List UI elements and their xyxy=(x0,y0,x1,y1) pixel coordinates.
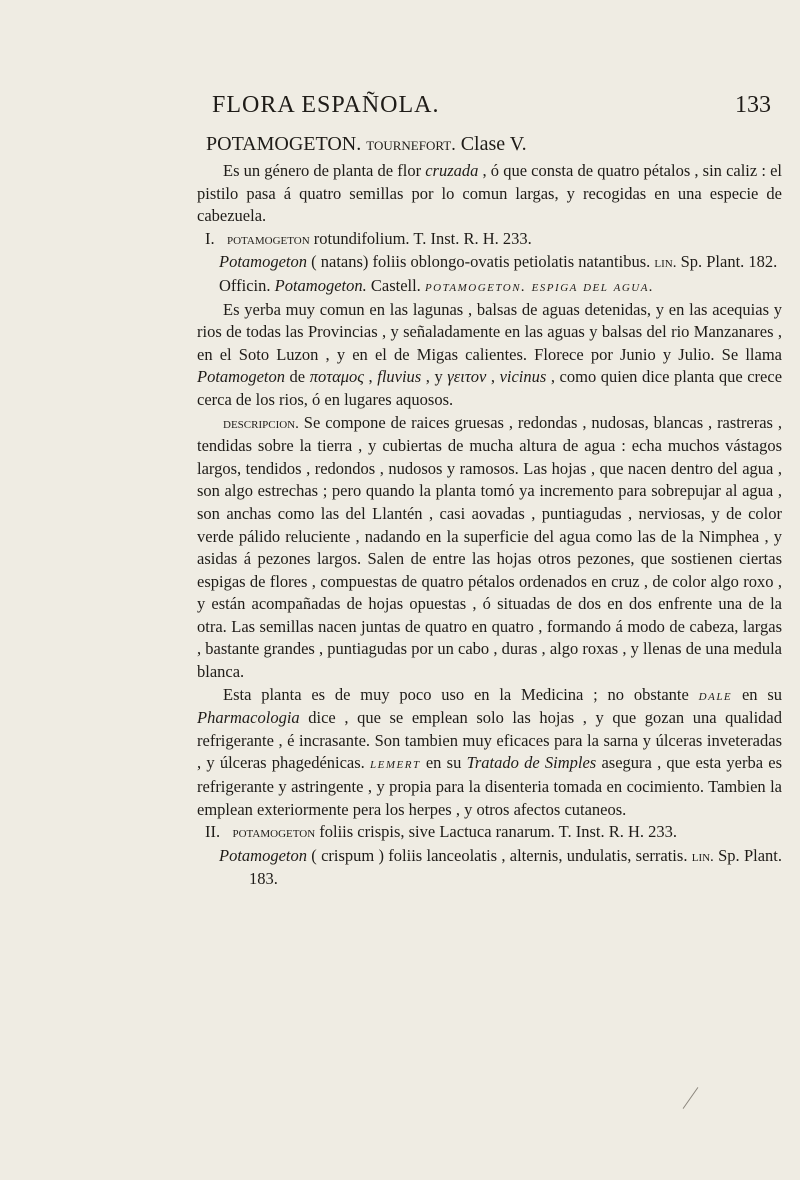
genus-authority: tournefort. xyxy=(366,134,456,154)
text-run: , xyxy=(486,367,500,387)
uses-paragraph xyxy=(197,684,782,822)
text-run-italic: Potamogeton xyxy=(197,367,285,387)
species-1-officinal xyxy=(197,275,782,299)
text-run: , xyxy=(364,367,378,387)
text-run: asegura , que esta yerba es refrigerante y astringente , y propia para la disenteria tomada en cocimiento. Tambien la emplean exteriormente pera los herpes , y otros afectos cutaneos. xyxy=(197,753,783,819)
species-name: foliis crispis, sive Lactuca ranarum. T. Inst. R. H. 233. xyxy=(315,822,677,842)
text-run: Castell. xyxy=(366,275,425,295)
author-name: lemert xyxy=(370,756,421,773)
species-name: rotundifolium. T. Inst. R. H. 233. xyxy=(309,228,532,248)
text-run: Sp. Plant. 182. xyxy=(676,252,778,272)
species-number: II. xyxy=(205,822,221,842)
text-run: Se compone de raices gruesas , redondas , nudosas, blancas , rastreras , tendidas sobre la tierra , y cubiertas de mucha altura de agua : echa muchos vástagos largos, tendidos , redondos , nudosos y ramosos. Las hojas , que nacen dentro del agua , son algo estrechas ; pero quando la planta tomó ya incremento para sobrepujar al agua , son anchas como las del Llantén , casi aovadas , puntiagudas , nerviosas, y de color verde pálido reluciente , nadando en la superficie del agua como las de la Nimphea , y asidas á pezones largos. Salen de entre las hojas otros pezones, que sostienen ciertas espigas de flores , compuestas de quatro pétalos ordenados en cruz , de color algo roxo , y están acompañadas de hojas opuestas , ó situadas de dos en dos enfrente una de la otra. Las semillas nacen juntas de quatro en quatro , formando á modo de cabeza, largas , bastante grandes , puntiagudas por un cabo , duras , algo roxas , y llenas de una medula blanca. xyxy=(197,412,782,682)
text-run: ( natans) foliis oblongo-ovatis petiolatis natantibus. xyxy=(307,252,655,272)
species-genus-tag: potamogeton xyxy=(227,231,310,248)
text-run: dice , que se emplean solo las hojas , y que gozan una qualidad refrigerante , é incrasante. Son tambien muy eficaces para la sarna y úlceras inveteradas , y úlceras phagedénicas. xyxy=(197,708,782,773)
text-run-italic: fluvius xyxy=(377,367,422,387)
text-run: en su xyxy=(732,684,783,704)
text-run-smallcaps: lin. xyxy=(691,848,714,865)
text-run: Es un género de planta de flor xyxy=(223,161,426,180)
genus-class: Clase V. xyxy=(460,133,527,155)
text-run-italic: Potamogeton xyxy=(219,845,307,865)
species-number: I. xyxy=(205,228,215,248)
species-genus-tag: potamogeton xyxy=(232,825,316,842)
species-2-linnaeus xyxy=(197,845,782,891)
body-text xyxy=(197,160,782,891)
author-name: dale xyxy=(698,687,733,704)
section-tag: descripcion. xyxy=(223,415,299,432)
genus-heading xyxy=(206,133,766,156)
habitat-paragraph xyxy=(197,299,782,412)
text-run: Officin. xyxy=(219,275,275,295)
description-paragraph xyxy=(197,412,782,684)
species-2-entry xyxy=(197,821,782,845)
genus-description xyxy=(197,160,782,228)
genus-name: POTAMOGETON. xyxy=(206,133,362,155)
text-run-italic: Pharmacologia xyxy=(197,708,300,728)
text-run-italic: vicinus xyxy=(499,367,547,387)
text-run: Es yerba muy comun en las lagunas , balsas de aguas detenidas, y en las acequias y rios de todas las Provincias , y señaladamente en las aguas y balsas del rio Manzanares , en el Soto Luzon , y en el de Migas calientes. Florece por Junio y Julio. Se llama xyxy=(197,299,782,364)
text-run-italic: Potamogeton xyxy=(219,252,307,272)
running-head: FLORA ESPAÑOLA. xyxy=(212,92,440,118)
text-run: Sp. Plant. 183. xyxy=(249,845,782,889)
text-run: , y xyxy=(421,367,448,387)
text-run-italic: cruzada xyxy=(425,161,479,180)
text-run: , ó que consta de quatro pétalos , sin caliz : el pistilo pasa á quatro semillas por lo comun largas, y recogidas en una especie de cabezuela. xyxy=(197,161,782,226)
species-1-linnaeus xyxy=(197,251,782,275)
text-run: Esta planta es de muy poco uso en la Medicina ; no obstante xyxy=(223,684,699,704)
text-run: de xyxy=(285,367,310,387)
greek-word: γειτον xyxy=(447,367,487,387)
text-run-italic: Tratado de Simples xyxy=(466,753,597,773)
text-run: ( crispum ) foliis lanceolatis , alternis, undulatis, serratis. xyxy=(307,845,692,865)
text-run: en su xyxy=(420,753,467,773)
vernacular-name: potamogeton. espiga del agua. xyxy=(424,278,655,295)
greek-word: ποταμος xyxy=(309,367,364,387)
species-1-entry xyxy=(197,228,782,252)
page-number: 133 xyxy=(735,92,771,118)
pencil-mark xyxy=(683,1087,699,1109)
text-run-italic: Potamogeton. xyxy=(274,275,367,295)
text-run-smallcaps: lin. xyxy=(654,255,677,272)
text-run: , como quien dice planta que crece cerca de los rios, ó en lugares aquosos. xyxy=(197,367,783,409)
